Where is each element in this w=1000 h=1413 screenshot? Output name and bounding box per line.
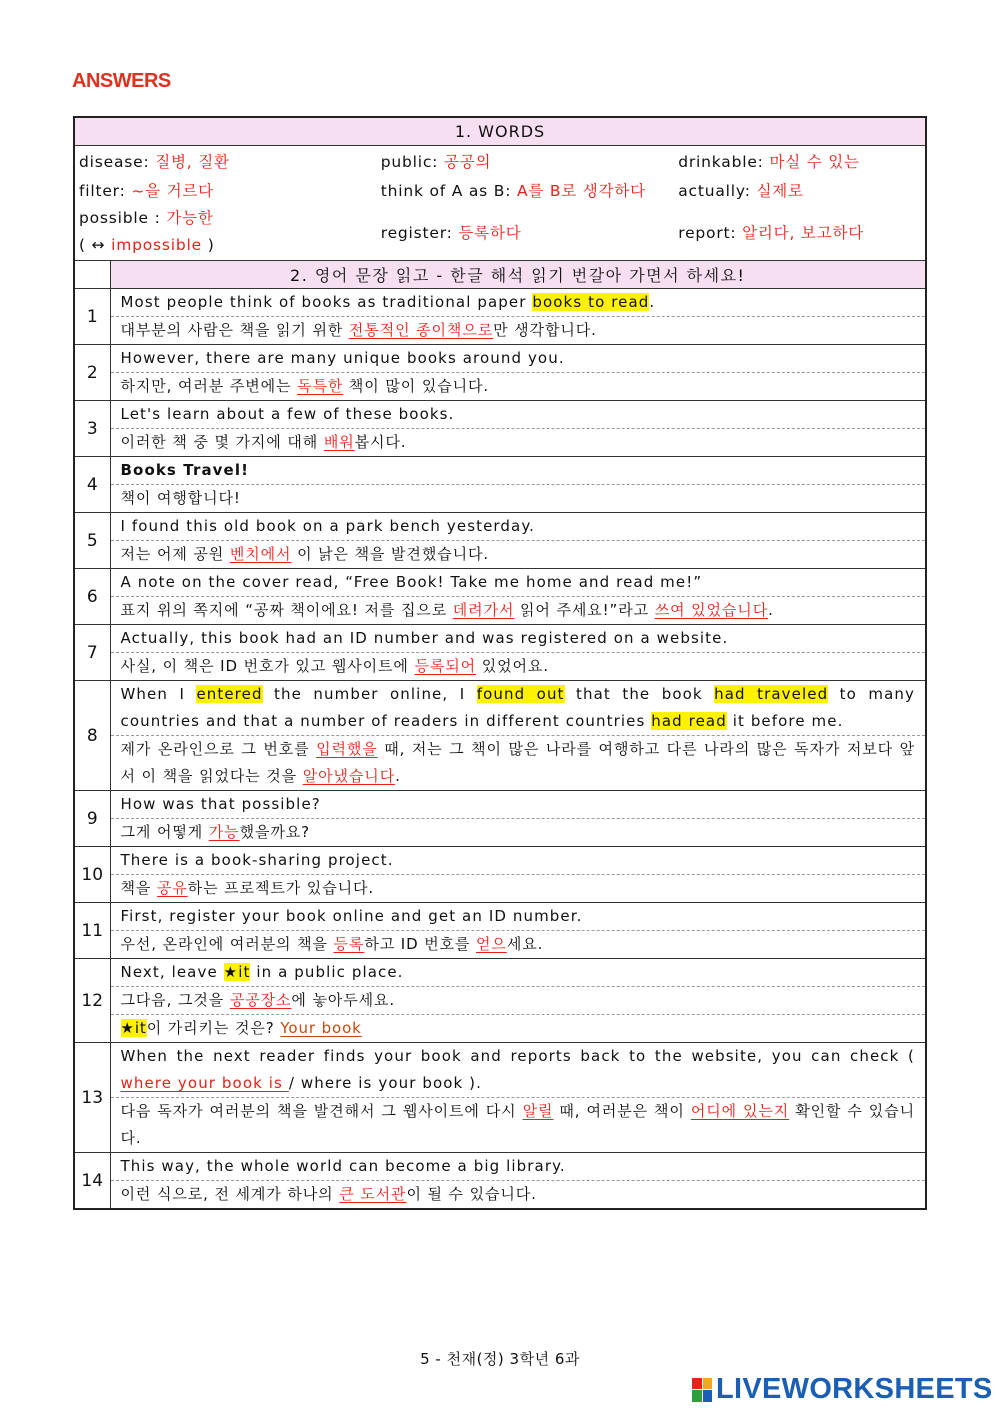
sentence-number: 14	[74, 1153, 110, 1210]
text-segment: 세요.	[506, 935, 544, 953]
sentence-cell	[110, 959, 926, 1043]
sentence-row	[74, 289, 926, 345]
text-segment: 사실, 이 책은 ID 번호가 있고 웹사이트에	[120, 657, 415, 675]
text-segment: 책이 여행합니다!	[120, 489, 241, 507]
liveworksheets-brand	[692, 1373, 993, 1406]
text-segment: Actually, this book had an ID number and was registered on a website.	[120, 629, 729, 647]
answer-blank: 배워	[323, 433, 355, 451]
text-segment: 이 가리키는 것은?	[146, 1019, 281, 1037]
sentence-cell	[110, 847, 926, 903]
text-segment: 대부분의 사람은 책을 읽기 위한	[120, 321, 349, 339]
text-segment: 하는 프로젝트가 있습니다.	[187, 879, 375, 897]
word-item: think of A as B: A를 B로 생각하다	[380, 181, 646, 200]
answer-blank: 큰 도서관	[339, 1185, 407, 1203]
sentence-row	[74, 903, 926, 959]
sentence-cell	[110, 625, 926, 681]
text-segment: / where is your book ).	[288, 1074, 482, 1092]
text-segment: 하지만, 여러분 주변에는	[120, 377, 298, 395]
section2-title: 2. 영어 문장 읽고 - 한글 해석 읽기 번갈아 가면서 하세요!	[110, 261, 926, 289]
text-segment: the number online, I	[262, 685, 477, 703]
english-sentence	[111, 625, 926, 653]
text-segment: 때, 여러분은 책이	[553, 1102, 691, 1120]
sentence-number: 8	[74, 681, 110, 791]
english-sentence	[111, 681, 926, 736]
sentence-row	[74, 569, 926, 625]
korean-translation	[111, 653, 926, 680]
sentence-number: 10	[74, 847, 110, 903]
english-sentence	[111, 569, 926, 597]
word-item: report: 알리다, 보고하다	[678, 224, 865, 242]
sentence-cell	[110, 1153, 926, 1210]
korean-translation	[111, 317, 926, 344]
text-segment: 이 될 수 있습니다.	[406, 1185, 537, 1203]
english-sentence	[111, 1153, 926, 1181]
text-segment: Next, leave	[120, 963, 224, 981]
sentence-cell	[110, 569, 926, 625]
text-segment: 때, 저는 그 책이 많은 나라를 여행하고 다른 나라의 많은 독자가 저보다 앞서 이 책을 읽었다는 것을	[120, 740, 915, 785]
words-row	[75, 175, 925, 204]
highlighted-phrase: had traveled	[714, 685, 829, 703]
text-segment: 이러한 책 중 몇 가지에 대해	[120, 433, 324, 451]
answer-blank: 어디에 있는지	[690, 1102, 790, 1120]
answer-blank: 데려가서	[452, 601, 515, 619]
answer-blank: 얻으	[476, 935, 507, 953]
sentence-cell	[110, 791, 926, 847]
korean-translation	[111, 597, 926, 624]
sentence-cell	[110, 289, 926, 345]
word-item: drinkable: 마실 수 있는	[678, 152, 860, 171]
sentence-number: 2	[74, 345, 110, 401]
word-item: filter: ~을 거르다	[79, 181, 214, 200]
text-segment: in a public place.	[250, 963, 404, 981]
text-segment: However, there are many unique books around you.	[120, 349, 565, 367]
korean-translation	[111, 819, 926, 846]
highlighted-phrase: ★it	[223, 963, 251, 981]
answer-blank: 전통적인 종이책으로	[348, 321, 494, 339]
text-segment: Most people think of books as traditional paper	[120, 293, 533, 311]
sentence-row	[74, 625, 926, 681]
highlighted-phrase: had read	[651, 712, 727, 730]
korean-translation	[111, 373, 926, 400]
english-sentence	[111, 513, 926, 541]
text-segment: 저는 어제 공원	[120, 545, 230, 563]
answer-blank: 등록되어	[414, 657, 477, 675]
text-segment: I found this old book on a park bench yesterday.	[120, 517, 536, 535]
english-sentence	[111, 791, 926, 819]
sentence-cell	[110, 401, 926, 457]
brand-name: LIVEWORKSHEETS	[716, 1373, 993, 1405]
sentence-row	[74, 345, 926, 401]
english-sentence	[111, 1043, 926, 1098]
korean-translation	[111, 1181, 926, 1208]
text-segment: 읽어 주세요!”라고	[514, 601, 655, 619]
answer-blank: Your book	[280, 1019, 362, 1037]
answer-blank: 독특한	[297, 377, 344, 395]
answer-blank: 공유	[156, 879, 188, 897]
english-sentence	[111, 401, 926, 429]
answer-blank: 공공장소	[229, 991, 292, 1009]
word-item: register: 등록하다	[380, 224, 522, 242]
text-segment: 그다음, 그것을	[120, 991, 230, 1009]
text-segment: 했을까요?	[239, 823, 310, 841]
english-sentence	[111, 289, 926, 317]
sentence-number: 4	[74, 457, 110, 513]
text-segment: Books Travel!	[120, 461, 250, 479]
highlighted-phrase: books to read	[532, 293, 650, 311]
english-sentence	[111, 345, 926, 373]
text-segment: First, register your book online and get an ID number.	[120, 907, 583, 925]
page-footer: 5 - 천재(정) 3학년 6과	[420, 1350, 580, 1368]
word-item: public: 공공의	[380, 152, 492, 171]
text-segment: 하고 ID 번호를	[364, 935, 477, 953]
text-segment: 만 생각합니다.	[493, 321, 597, 339]
text-segment: A note on the cover read, “Free Book! Take me home and read me!”	[120, 573, 703, 591]
highlighted-phrase: ★it	[120, 1019, 147, 1037]
korean-translation	[111, 875, 926, 902]
answer-blank: 입력했을	[316, 740, 378, 758]
text-segment: that the book	[564, 685, 715, 703]
text-segment: 책이 많이 있습니다.	[343, 377, 490, 395]
text-segment: 이 낡은 책을 발견했습니다.	[291, 545, 490, 563]
answer-blank: 가능	[208, 823, 240, 841]
question-note	[111, 1015, 926, 1042]
text-segment: When I	[120, 685, 197, 703]
answer-blank: 등록	[333, 935, 365, 953]
text-segment: 있었어요.	[476, 657, 549, 675]
sentence-row	[74, 401, 926, 457]
english-sentence	[111, 903, 926, 931]
words-row	[75, 204, 925, 260]
sentence-row	[74, 457, 926, 513]
text-segment: 표지 위의 쪽지에 “공짜 책이에요! 저를 집으로	[120, 601, 453, 619]
english-sentence	[111, 959, 926, 987]
section2-corner	[74, 261, 110, 289]
sentence-cell	[110, 1043, 926, 1153]
english-sentence	[111, 847, 926, 875]
korean-translation	[111, 987, 926, 1015]
liveworksheets-logo-icon	[692, 1378, 712, 1402]
word-item: possible : 가능한 ( ↔ impossible )	[79, 209, 215, 254]
sentence-row	[74, 959, 926, 1043]
answer-blank: 쓰여 있었습니다	[654, 601, 769, 619]
highlighted-phrase: found out	[476, 685, 565, 703]
text-segment: There is a book-sharing project.	[120, 851, 394, 869]
sentence-cell	[110, 681, 926, 791]
sentence-number: 9	[74, 791, 110, 847]
text-segment: 제가 온라인으로 그 번호를	[120, 740, 317, 758]
text-segment: 우선, 온라인에 여러분의 책을	[120, 935, 334, 953]
text-segment: This way, the whole world can become a big library.	[120, 1157, 566, 1175]
sentence-number: 12	[74, 959, 110, 1043]
text-segment: it before me.	[726, 712, 844, 730]
sentence-row	[74, 791, 926, 847]
sentence-row	[74, 681, 926, 791]
korean-translation	[111, 736, 926, 790]
text-segment: 이런 식으로, 전 세계가 하나의	[120, 1185, 340, 1203]
text-segment: When the next reader finds your book and reports back to the website, you can check (	[120, 1047, 915, 1065]
answer-blank: 알아냈습니다	[302, 767, 396, 785]
highlighted-phrase: entered	[196, 685, 263, 703]
sentence-cell	[110, 345, 926, 401]
sentence-row	[74, 1043, 926, 1153]
korean-translation	[111, 1098, 926, 1152]
text-segment: 확인할 수 있습니다.	[120, 1102, 915, 1147]
sentence-number: 6	[74, 569, 110, 625]
korean-translation	[111, 485, 926, 512]
sentence-number: 7	[74, 625, 110, 681]
word-item: disease: 질병, 질환	[79, 152, 230, 171]
answer-blank: where your book is	[120, 1074, 289, 1092]
sentence-cell	[110, 513, 926, 569]
sentence-row	[74, 847, 926, 903]
text-segment: 봅시다.	[354, 433, 407, 451]
sentence-number: 11	[74, 903, 110, 959]
korean-translation	[111, 931, 926, 958]
text-segment: 그게 어떻게	[120, 823, 209, 841]
text-segment: 책을	[120, 879, 157, 897]
text-segment: How was that possible?	[120, 795, 321, 813]
korean-translation	[111, 429, 926, 456]
words-section-title: 1. WORDS	[74, 117, 926, 146]
text-segment: .	[768, 601, 774, 619]
sentence-number: 3	[74, 401, 110, 457]
sentence-cell	[110, 457, 926, 513]
sentence-number: 1	[74, 289, 110, 345]
sentence-cell	[110, 903, 926, 959]
english-sentence	[111, 457, 926, 485]
sentence-row	[74, 513, 926, 569]
text-segment: 다음 독자가 여러분의 책을 발견해서 그 웹사이트에 다시	[120, 1102, 523, 1120]
text-segment: Let's learn about a few of these books.	[120, 405, 455, 423]
text-segment: .	[649, 293, 656, 311]
sentence-number: 5	[74, 513, 110, 569]
sentence-row	[74, 1153, 926, 1210]
worksheet-table	[73, 116, 927, 1210]
text-segment: 에 놓아두세요.	[291, 991, 396, 1009]
answers-heading: ANSWERS	[72, 70, 171, 92]
answer-blank: 벤치에서	[229, 545, 292, 563]
words-section	[74, 146, 926, 261]
text-segment: to many countries and that a number of readers in different countries	[120, 685, 915, 730]
sentence-number: 13	[74, 1043, 110, 1153]
korean-translation	[111, 541, 926, 568]
answer-blank: 알릴	[522, 1102, 554, 1120]
word-item: actually: 실제로	[678, 181, 804, 200]
words-row	[75, 146, 925, 175]
text-segment: .	[395, 767, 401, 785]
